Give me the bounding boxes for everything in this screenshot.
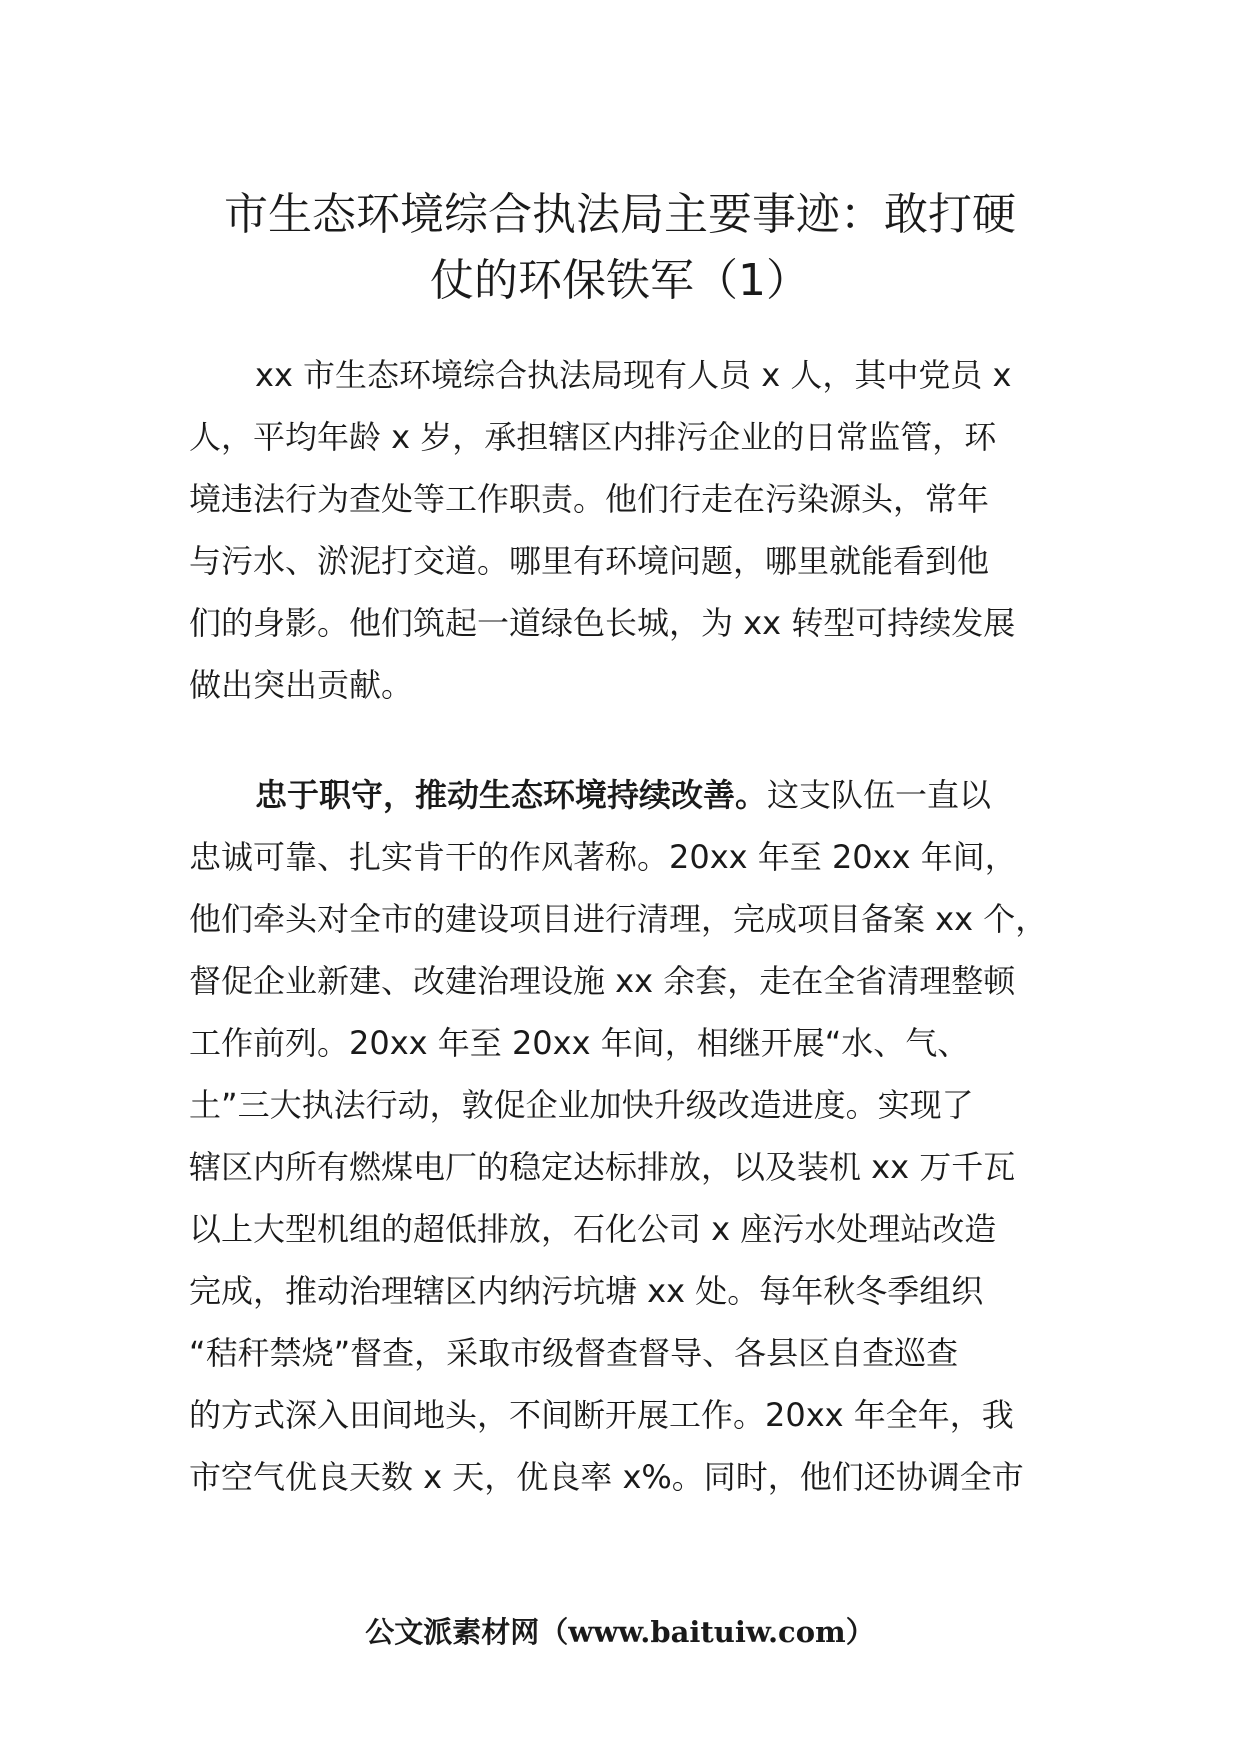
text-line: “秸秆禁烧”督查，采取市级督查督导、各县区自查巡查 (189, 1334, 959, 1372)
text-line: 做出突出贡献。 (189, 666, 414, 704)
text-line: 们的身影。他们筑起一道绿色长城，为 xx 转型可持续发展 (189, 604, 1016, 642)
text-line: 人，平均年龄 x 岁，承担辖区内排污企业的日常监管，环 (189, 418, 997, 456)
text-line: 境违法行为查处等工作职责。他们行走在污染源头，常年 (189, 480, 990, 518)
paragraph-heading: 忠于职守，推动生态环境持续改善。 (255, 776, 768, 814)
paragraph-duty (189, 764, 1069, 1508)
text-line: 的方式深入田间地头，不间断开展工作。20xx 年全年，我 (189, 1396, 1014, 1434)
text-line: 工作前列。20xx 年至 20xx 年间，相继开展“水、气、 (189, 1024, 970, 1062)
text-line: 与污水、淤泥打交道。哪里有环境问题，哪里就能看到他 (189, 542, 990, 580)
title-line: 市生态环境综合执法局主要事迹：敢打硬 (224, 189, 1016, 240)
text-line: 辖区内所有燃煤电厂的稳定达标排放，以及装机 xx 万千瓦 (189, 1148, 1016, 1186)
document-title (190, 182, 1050, 314)
text-line: 忠诚可靠、扎实肯干的作风著称。20xx 年至 20xx 年间， (189, 838, 1017, 876)
text-line (189, 764, 1069, 826)
text-span: 这支队伍一直以 (767, 776, 992, 814)
text-line: 督促企业新建、改建治理设施 xx 余套，走在全省清理整顿 (189, 962, 1016, 1000)
text-line: 完成，推动治理辖区内纳污坑塘 xx 处。每年秋冬季组织 (189, 1272, 984, 1310)
text-line: xx 市生态环境综合执法局现有人员 x 人，其中党员 x (255, 356, 1012, 394)
title-line: 仗的环保铁军（1） (430, 255, 810, 306)
text-line: 市空气优良天数 x 天，优良率 x%。同时，他们还协调全市 (189, 1458, 1024, 1496)
text-line: 他们牵头对全市的建设项目进行清理，完成项目备案 xx 个， (189, 900, 1048, 938)
text-line: 以上大型机组的超低排放，石化公司 x 座污水处理站改造 (189, 1210, 997, 1248)
paragraph-intro (189, 344, 1069, 716)
page-footer: 公文派素材网（www.baituiw.com） (365, 1615, 875, 1649)
text-line: 土”三大执法行动，敦促企业加快升级改造进度。实现了 (189, 1086, 974, 1124)
